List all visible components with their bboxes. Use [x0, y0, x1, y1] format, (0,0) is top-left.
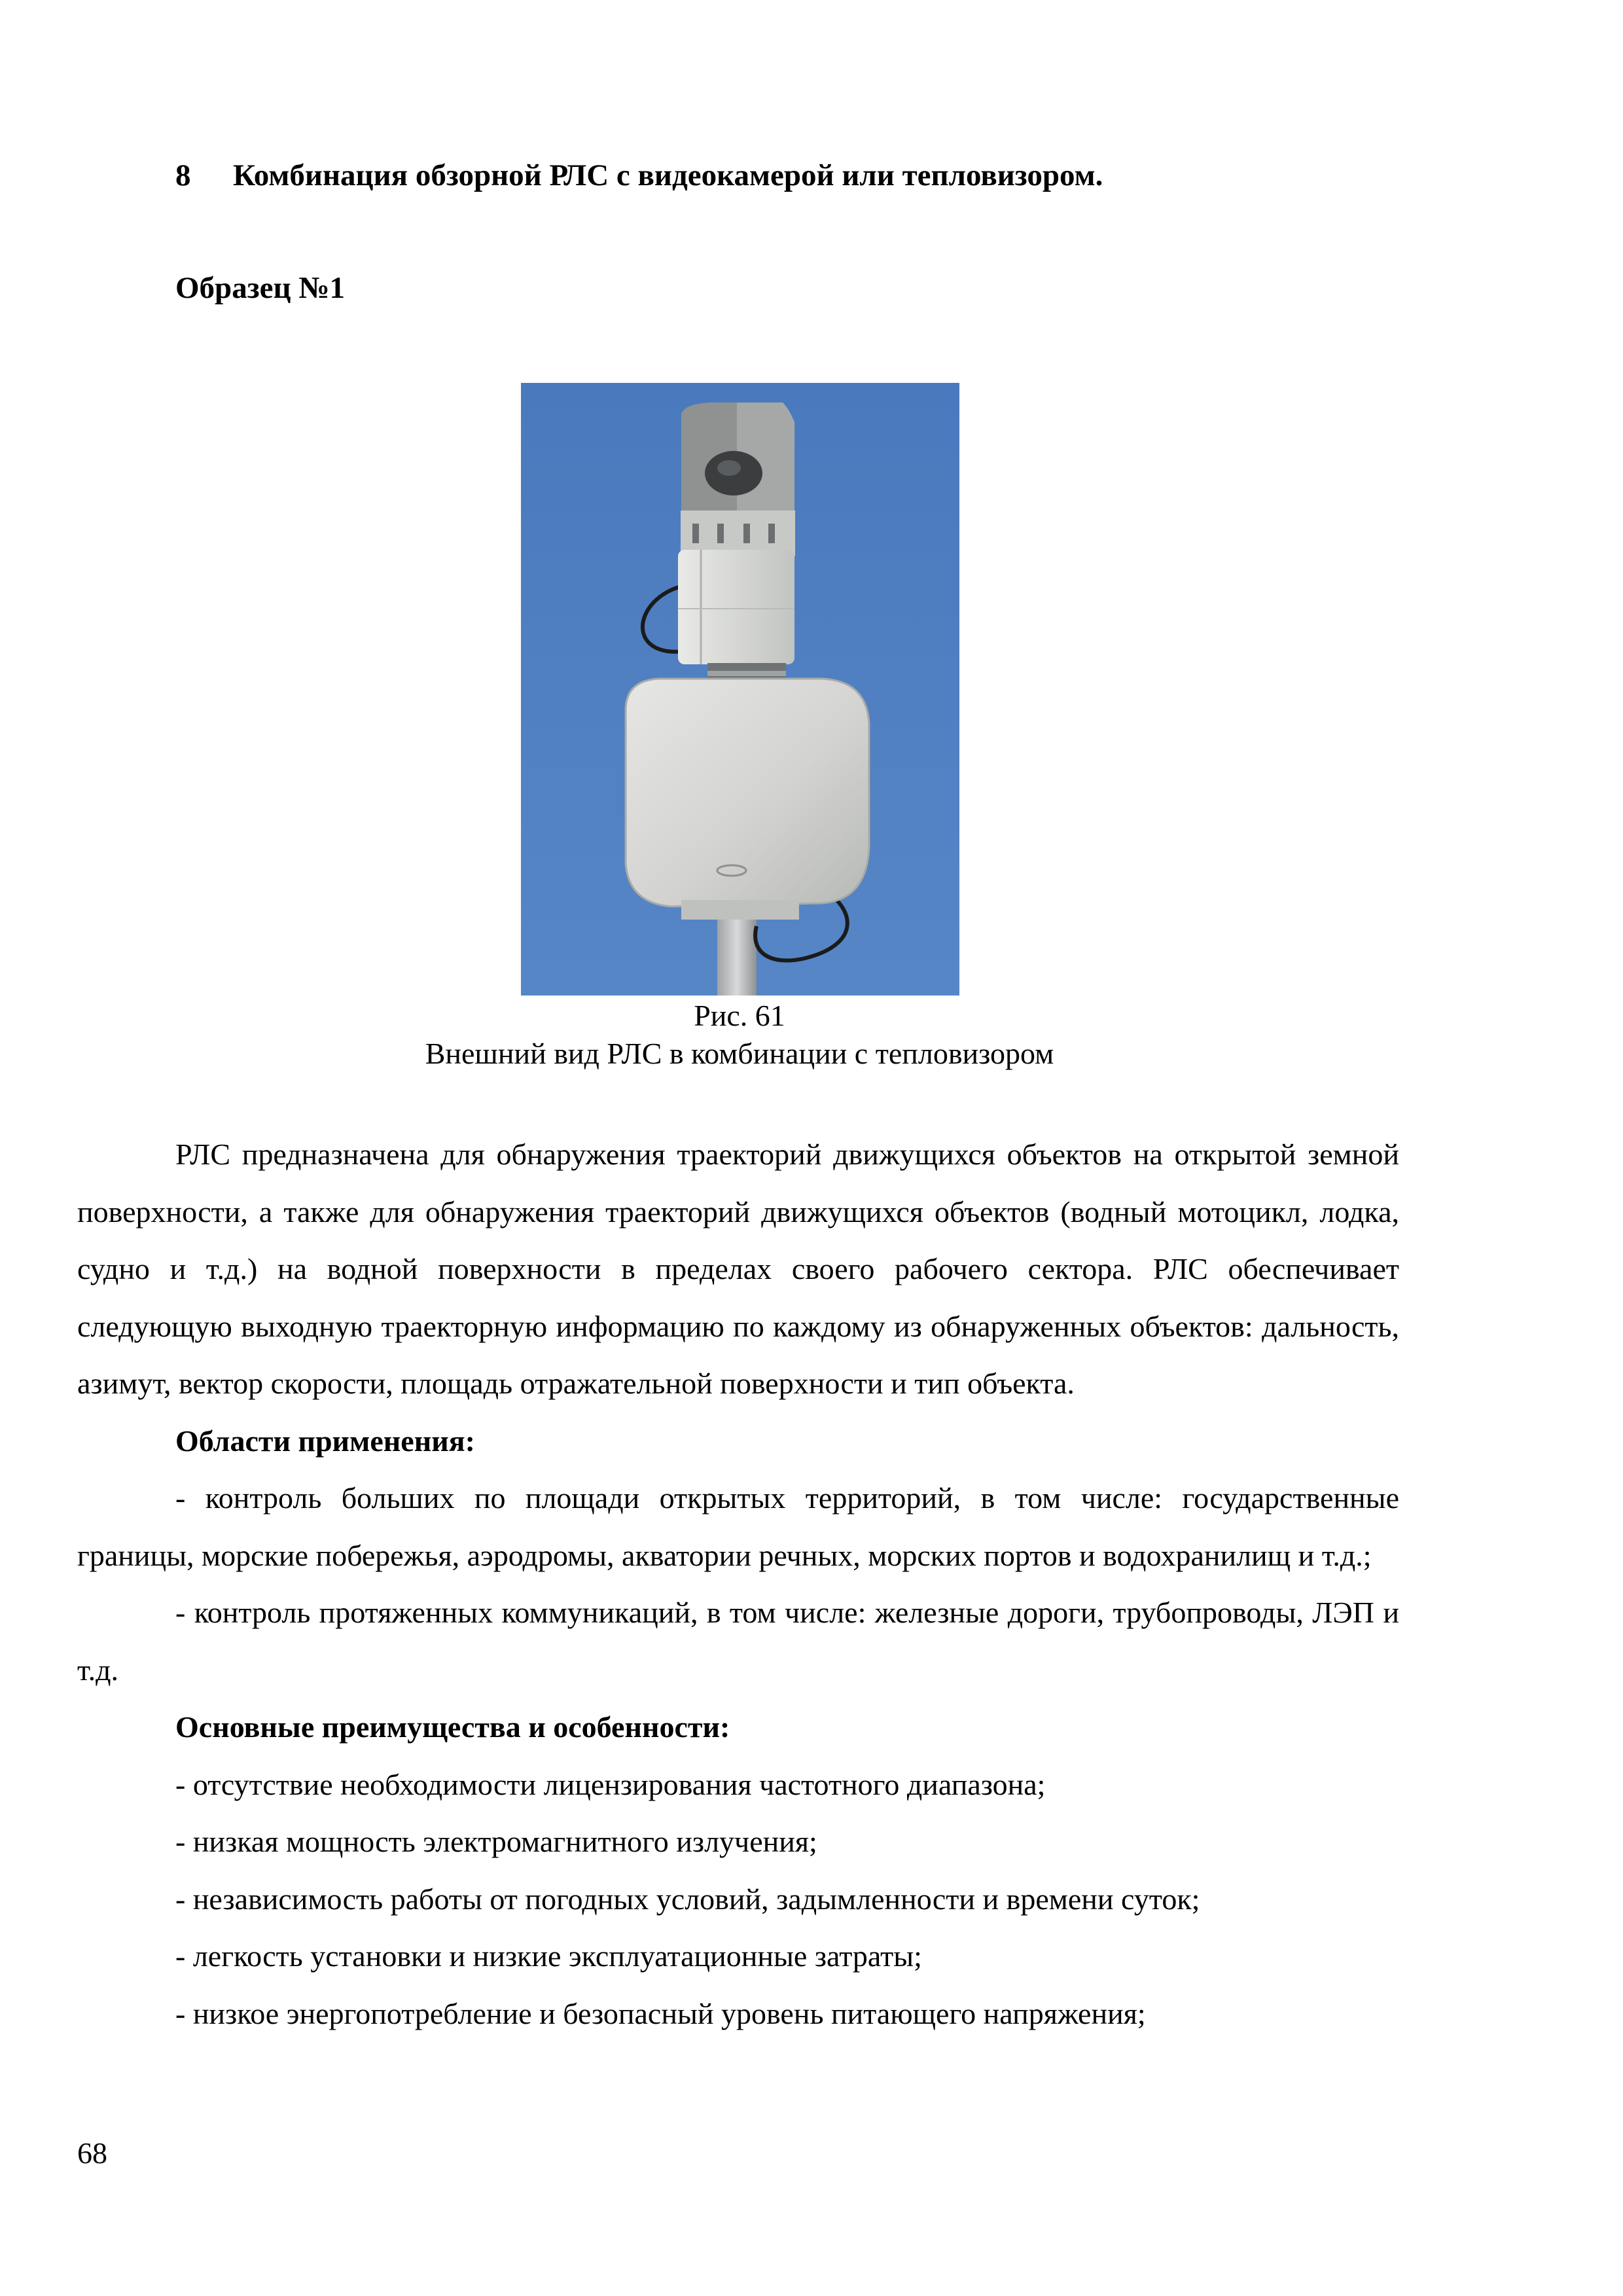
figure-caption: Внешний вид РЛС в комбинации с тепловизором	[425, 1037, 1054, 1070]
advantages-item: - низкая мощность электромагнитного излучения;	[175, 1825, 817, 1858]
applications-item: - контроль протяженных коммуникаций, в том числе: железные дороги, трубопроводы, ЛЭП и т.д.	[77, 1596, 1399, 1687]
section-number: 8	[175, 158, 191, 192]
advantages-item: - легкость установки и низкие эксплуатационные затраты;	[175, 1939, 922, 1973]
advantages-heading: Основные преимущества и особенности:	[175, 1710, 730, 1744]
mounting-pole	[717, 906, 757, 996]
pan-tilt-unit	[678, 550, 794, 664]
section-title: Комбинация обзорной РЛС с видеокамерой или тепловизором.	[233, 158, 1103, 192]
panel-mount	[681, 900, 799, 920]
applications-item: - контроль больших по площади открытых территорий, в том числе: государственные границы, морские побережья, аэродромы, акватории речных, морских портов и водохранилищ и т.д.;	[77, 1481, 1399, 1572]
figure-number: Рис. 61	[694, 999, 785, 1032]
radar-thermal-camera-photo	[521, 383, 959, 996]
section-heading	[175, 156, 1103, 195]
advantages-item: - низкое энергопотребление и безопасный уровень питающего напряжения;	[175, 1996, 1146, 2030]
document-body	[77, 1126, 1399, 2042]
page-number: 68	[77, 2136, 107, 2170]
applications-heading: Области применения:	[175, 1424, 475, 1458]
intro-paragraph: РЛС предназначена для обнаружения траекторий движущихся объектов на открытой земной поверхности, а также для обнаружения траекторий движущихся объектов (водный мотоцикл, лодка, судно и т.д.) на водной поверхности в пределах своего рабочего сектора. РЛС обеспечивает следующую выходную траекторную информацию по каждому из обнаруженных объектов: дальность, азимут, вектор скорости, площадь отражательной поверхности и тип объекта.	[77, 1138, 1399, 1400]
advantages-item: - независимость работы от погодных условий, задымленности и времени суток;	[175, 1882, 1200, 1916]
advantages-item: - отсутствие необходимости лицензирования частотного диапазона;	[175, 1767, 1046, 1801]
radar-antenna-panel	[626, 679, 869, 906]
sample-title: Образец №1	[175, 271, 346, 305]
